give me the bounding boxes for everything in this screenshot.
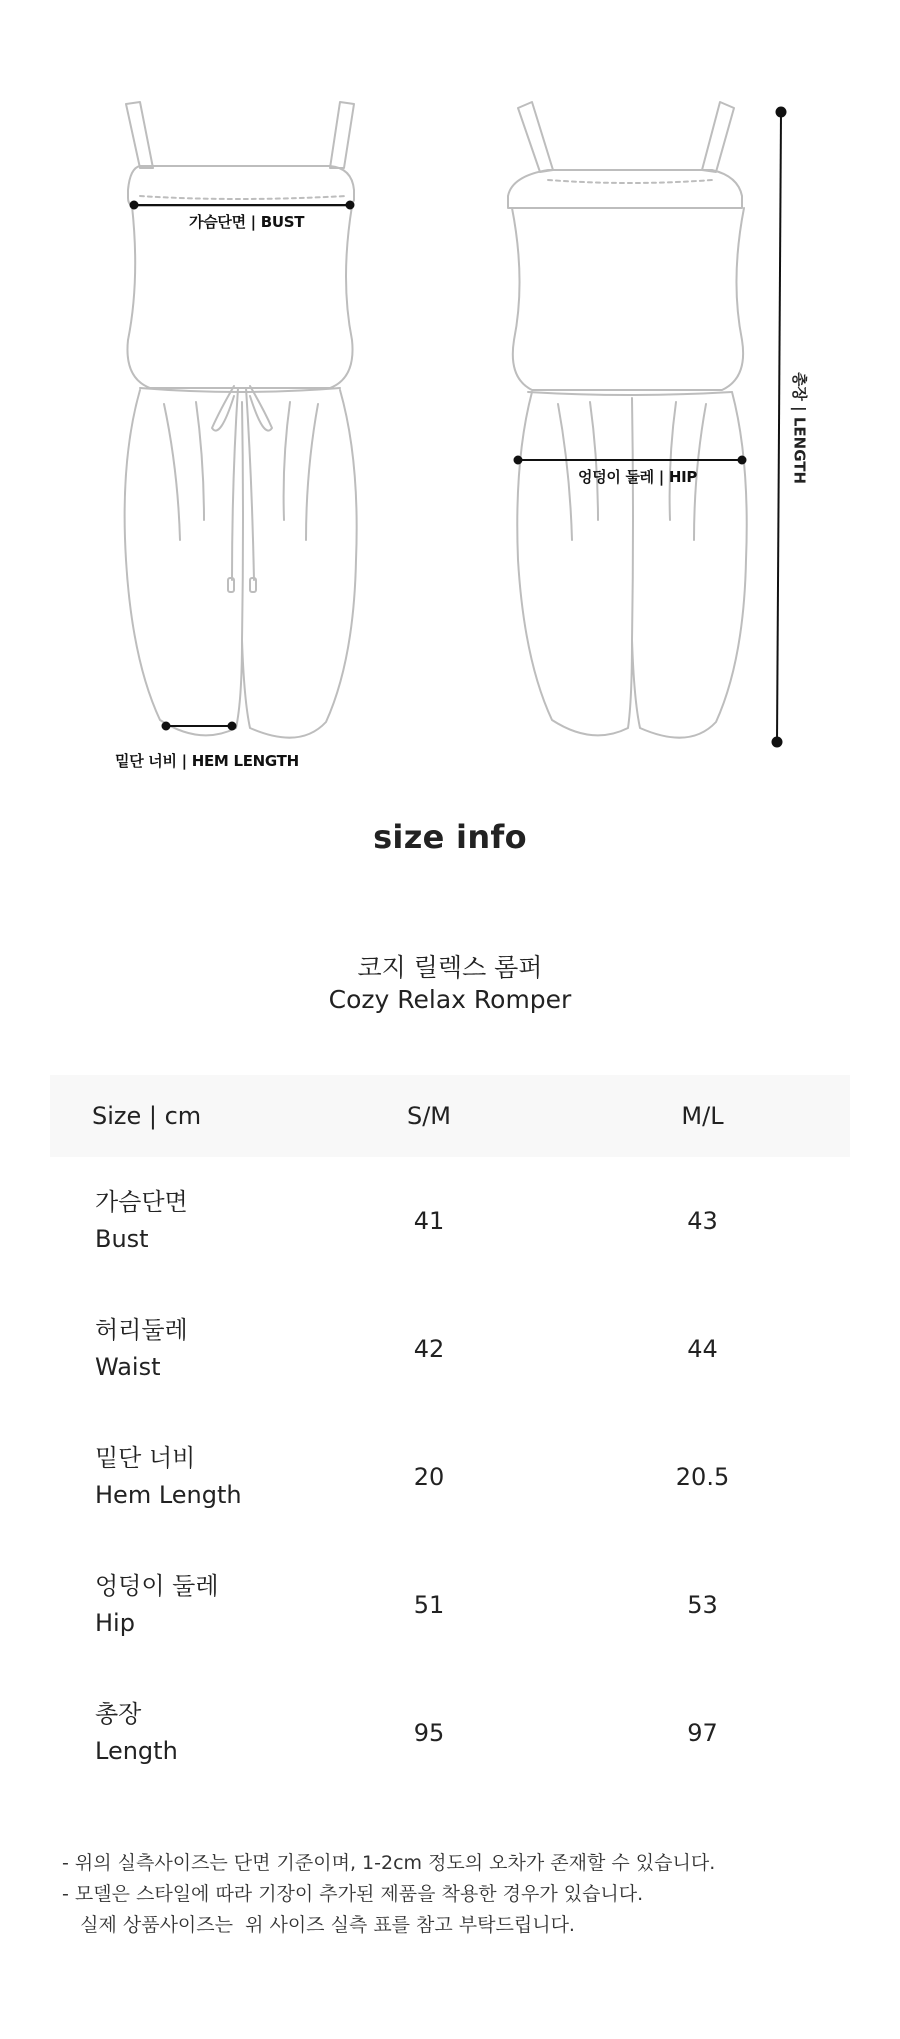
row-label	[50, 1157, 303, 1285]
length-measure-line	[777, 112, 781, 742]
table-row	[50, 1285, 850, 1413]
section-title: size info	[373, 818, 527, 856]
row-label-en: Bust	[95, 1225, 149, 1253]
header-size-unit: Size | cm	[92, 1102, 202, 1130]
romper-illustration	[0, 0, 900, 800]
length-label: 총장 | LENGTH	[790, 371, 809, 485]
value-ml: 20.5	[675, 1463, 730, 1491]
header-size-ml: M/L	[681, 1102, 724, 1130]
hem-label: 밑단 너비 | HEM LENGTH	[115, 752, 299, 770]
table-row	[50, 1157, 850, 1285]
size-notes	[62, 1848, 862, 1941]
product-name-en: Cozy Relax Romper	[328, 985, 572, 1014]
value-sm: 42	[413, 1335, 445, 1363]
row-label-en: Hip	[95, 1609, 135, 1637]
value-ml: 44	[687, 1335, 718, 1363]
row-label	[50, 1413, 303, 1541]
row-label-en: Hem Length	[95, 1481, 242, 1509]
size-table	[50, 1075, 850, 1797]
value-sm: 95	[413, 1719, 445, 1747]
header-size-sm: S/M	[406, 1102, 452, 1130]
row-label-en: Waist	[95, 1353, 161, 1381]
row-label	[50, 1541, 303, 1669]
row-label	[50, 1285, 303, 1413]
value-sm: 41	[413, 1207, 445, 1235]
table-row	[50, 1541, 850, 1669]
row-label	[50, 1669, 303, 1797]
size-diagram	[0, 0, 900, 800]
hip-label: 엉덩이 둘레 | HIP	[578, 468, 698, 486]
value-ml: 43	[687, 1207, 718, 1235]
row-label-ko: 허리둘레	[95, 1316, 188, 1344]
value-ml: 53	[687, 1591, 718, 1619]
value-sm: 20	[413, 1463, 445, 1491]
note-line: - 위의 실측사이즈는 단면 기준이며, 1-2cm 정도의 오차가 존재할 수 있습니다.	[62, 1852, 716, 1874]
note-line: - 모델은 스타일에 따라 기장이 추가된 제품을 착용한 경우가 있습니다.	[62, 1883, 644, 1905]
romper-back	[508, 102, 747, 738]
note-line: 실제 상품사이즈는 위 사이즈 실측 표를 참고 부탁드립니다.	[62, 1914, 575, 1936]
value-ml: 97	[687, 1719, 718, 1747]
romper-front	[125, 102, 357, 738]
row-label-ko: 가슴단면	[95, 1188, 188, 1216]
value-sm: 51	[413, 1591, 445, 1619]
row-label-ko: 엉덩이 둘레	[95, 1572, 219, 1600]
row-label-en: Length	[95, 1737, 178, 1765]
row-label-ko: 총장	[95, 1700, 142, 1728]
bust-label: 가슴단면 | BUST	[189, 213, 305, 231]
size-table-header-row	[50, 1075, 850, 1157]
table-row	[50, 1413, 850, 1541]
row-label-ko: 밑단 너비	[95, 1444, 196, 1472]
table-row	[50, 1669, 850, 1797]
product-name-ko: 코지 릴렉스 롬퍼	[357, 953, 543, 982]
